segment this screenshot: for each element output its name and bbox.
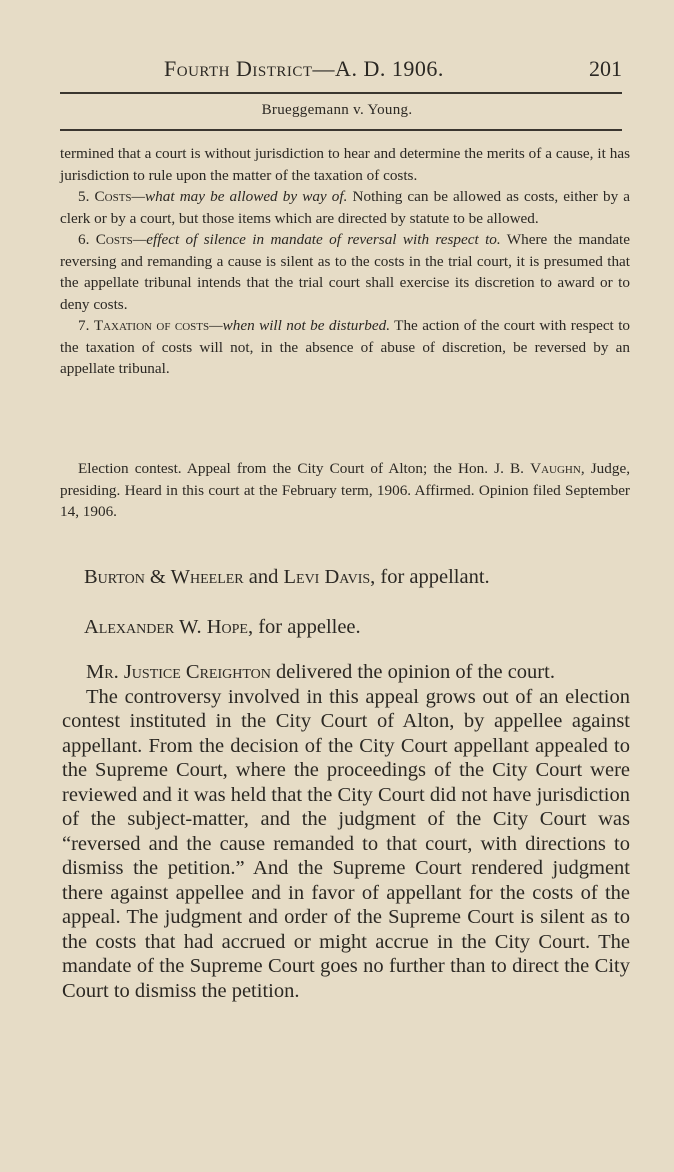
headnote-5: 5. Costs—what may be allowed by way of. Nothing can be allowed as costs, either by a clerk or by a court, but those items which are directed by statute to be allowed. bbox=[60, 188, 631, 227]
counsel-appellant: Burton & Wheeler and Levi Davis, for appellant. bbox=[84, 566, 490, 588]
judge-name: Vaughn bbox=[530, 460, 581, 477]
case-title: Brueggemann v. Young. bbox=[261, 102, 413, 118]
headnote-continuation: termined that a court is without jurisdiction to hear and determine the merits of a cause, it has jurisdiction to rule upon the matter of the taxation of costs. bbox=[60, 145, 630, 184]
opinion-body: The controversy involved in this appeal grows out of an election contest instituted in the City Court of Alton, by appellee against appellant. From the decision of the City Court appellant appealed to the Supreme Court, where the proceedings of the City Court were reviewed and it was held that the City Court did not have jurisdiction of the subject-matter, and the judgment of the City Court was “reversed and the cause remanded to that court, with directions to dismiss the petition.” And the Supreme Court rendered judgment there against appellee and in favor of appellant for the costs of the appeal. The judgment and order of the Supreme Court is silent as to the costs that had accrued or might accrue in the City Court. The mandate of the Supreme Court goes no further than to direct the City Court to dismiss the petition. bbox=[62, 685, 630, 1002]
case-title-rule bbox=[60, 129, 622, 131]
running-header bbox=[60, 56, 622, 86]
headnote-6: 6. Costs—effect of silence in mandate of reversal with respect to. Where the mandate reversing and remanding a cause is silent as to the costs in the trial court, it is presumed that the appellate tribunal intends that the trial court shall exercise its discretion to award or to deny costs. bbox=[60, 231, 630, 313]
case-statement: Election contest. Appeal from the City Court of Alton; the Hon. J. B. Vaughn, Judge, presiding. Heard in this court at the February term, 1906. Affirmed. Opinion filed September 14, 1906. bbox=[60, 460, 630, 520]
running-title: Fourth District—A. D. 1906. bbox=[164, 56, 444, 81]
page-number: 201 bbox=[589, 56, 622, 81]
counsel-appellee: Alexander W. Hope, for appellee. bbox=[84, 616, 361, 638]
opinion-intro: Mr. Justice Creighton delivered the opinion of the court. bbox=[86, 661, 555, 683]
headnote-7: 7. Taxation of costs—when will not be disturbed. The action of the court with respect to the taxation of costs will not, in the absence of abuse of discretion, be reversed by an appellate tribunal. bbox=[60, 317, 631, 377]
opinion bbox=[62, 660, 630, 1003]
headnotes bbox=[60, 143, 630, 380]
header-rule bbox=[60, 92, 622, 94]
